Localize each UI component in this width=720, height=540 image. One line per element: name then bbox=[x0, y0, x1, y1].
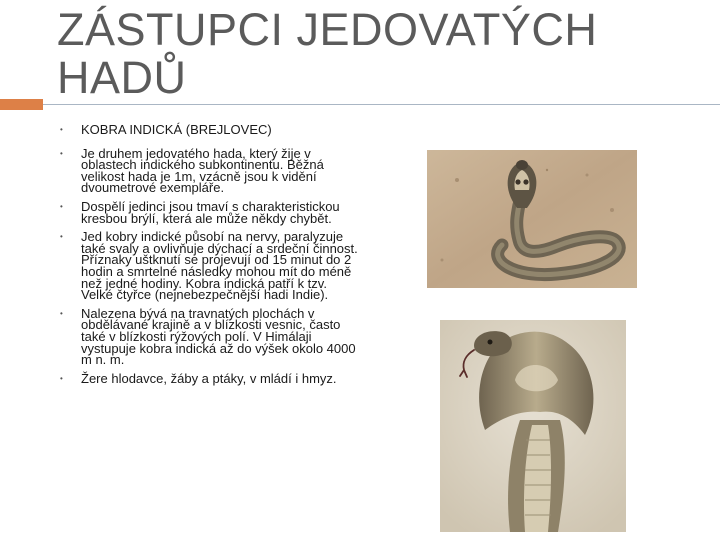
slide-title: ZÁSTUPCI JEDOVATÝCH HADŮ bbox=[57, 4, 598, 103]
bullet-item bbox=[60, 145, 360, 196]
bullet-text: Dospělí jedinci jsou tmaví s charakteristickou kresbou brýlí, která ale může někdy chybět. bbox=[81, 198, 340, 226]
bullet-item bbox=[60, 305, 360, 368]
bullet-icon: • bbox=[60, 308, 63, 318]
cobra-photo-hood bbox=[440, 320, 626, 532]
bullet-text: Je druhem jedovatého hada, který žije v oblastech indického subkontinentu. Běžná velikost hada je 1m, vzácně jsou k vidění dvoumetrové exempláře. bbox=[81, 145, 324, 196]
bullet-text: KOBRA INDICKÁ (BREJLOVEC) bbox=[81, 122, 272, 137]
bullet-icon: • bbox=[60, 373, 63, 383]
bullet-text: Jed kobry indické působí na nervy, paralyzuje také svaly a ovlivňuje dýchací a srdeční činnost. Příznaky uštknutí se projevují od 15 minut do 2 hodin a smrtelné následky mohou mít do méně než jedné hodiny. Kobra indická patří k tzv. Velké čtyřce (nejnebezpečnější hadi Indie). bbox=[81, 229, 358, 303]
bullet-list bbox=[60, 124, 360, 391]
title-accent-bar bbox=[0, 99, 43, 110]
bullet-icon: • bbox=[60, 148, 63, 158]
bullet-icon: • bbox=[60, 232, 63, 242]
bullet-icon: • bbox=[60, 201, 63, 211]
cobra-photo-ground bbox=[427, 150, 637, 288]
bullet-item bbox=[60, 370, 360, 386]
bullet-item bbox=[60, 231, 360, 301]
bullet-text: Nalezena bývá na travnatých plochách v obdělávané krajině a v blízkosti vesnic, často také v blízkosti rýžových polí. V Himálaji vystupuje kobra indická až do výšek okolo 4000 m n. m. bbox=[81, 305, 356, 368]
bullet-icon: • bbox=[60, 125, 63, 134]
title-divider-line bbox=[43, 104, 720, 105]
bullet-item bbox=[60, 198, 360, 226]
bullet-text: Žere hlodavce, žáby a ptáky, v mládí i hmyz. bbox=[81, 370, 337, 386]
bullet-item bbox=[60, 124, 360, 136]
